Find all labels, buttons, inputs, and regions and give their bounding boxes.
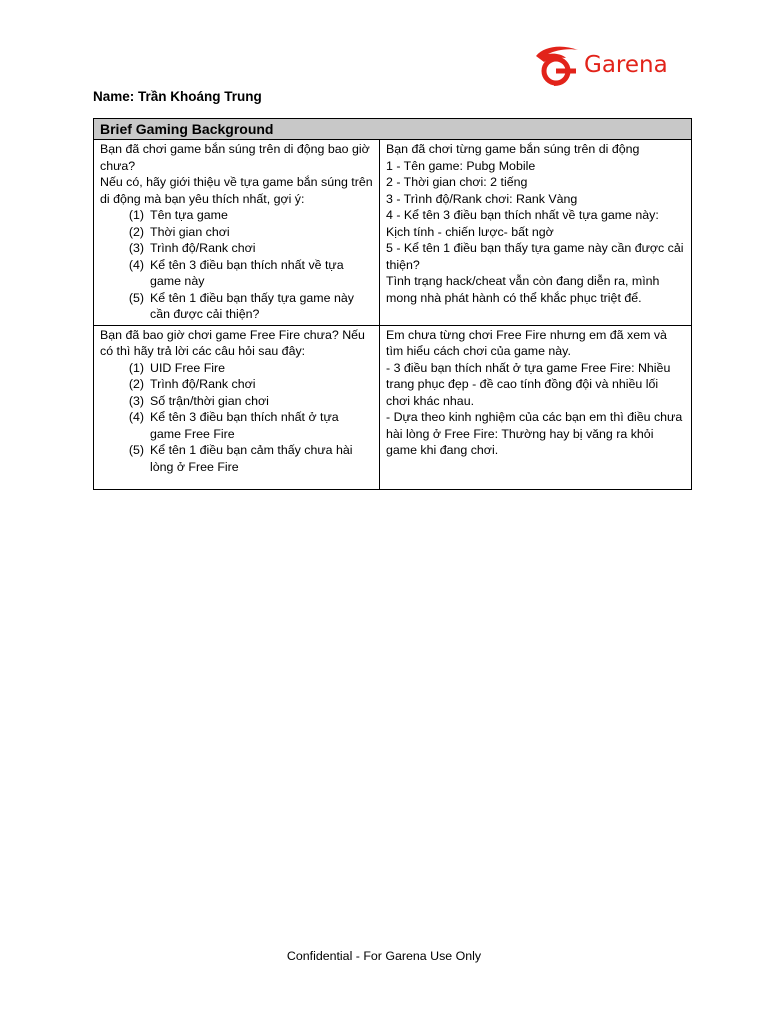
list-text: Tên tựa game: [150, 208, 228, 222]
answer-line: 5 - Kể tên 1 điều bạn thấy tựa game này cần được cải thiện?: [386, 241, 684, 272]
question-list: [100, 360, 373, 476]
answer-line: 3 - Trình độ/Rank chơi: Rank Vàng: [386, 191, 578, 206]
list-number: (1): [128, 360, 144, 375]
list-number: (5): [128, 443, 144, 457]
list-text: Kể tên 1 điều bạn thấy tựa game này cần được cải thiện?: [150, 290, 354, 321]
list-text: Số trận/thời gian chơi: [150, 393, 269, 408]
garena-dragon-logo-icon: [532, 44, 584, 86]
answer-line: Em chưa từng chơi Free Fire nhưng em đã xem và tìm hiểu cách chơi của game này.: [386, 327, 667, 358]
list-item: [100, 393, 373, 410]
list-item: [100, 224, 373, 241]
list-text: Kể tên 3 điều bạn thích nhất ở tựa game Free Fire: [150, 410, 339, 441]
list-text: Trình độ/Rank chơi: [150, 241, 256, 255]
list-item: [100, 257, 373, 290]
list-text: Kể tên 1 điều bạn cảm thấy chưa hài lòng ở Free Fire: [150, 443, 353, 474]
question-list: [100, 207, 373, 323]
answer-line: - Dựa theo kinh nghiệm của các bạn em thì điều chưa hài lòng ở Free Fire: Thường hay bị văng ra khỏi game khi đang chơi.: [386, 410, 683, 457]
list-item: [100, 376, 373, 393]
answer-line: 2 - Thời gian chơi: 2 tiếng: [386, 175, 528, 189]
question-cell-free-fire: [94, 325, 380, 489]
list-text: Trình độ/Rank chơi: [150, 377, 256, 391]
list-item: [100, 360, 373, 377]
answer-line: Bạn đã chơi từng game bắn súng trên di động: [386, 142, 640, 156]
list-text: Kể tên 3 điều bạn thích nhất về tựa game này: [150, 257, 344, 288]
answer-cell-mobile-shooter: [380, 140, 692, 326]
brand-name: Garena: [584, 52, 668, 78]
answer-line: 4 - Kể tên 3 điều bạn thích nhất về tựa game này: Kịch tính - chiến lược- bất ngờ: [386, 208, 659, 239]
list-number: (5): [128, 290, 144, 305]
answer-line: Tình trạng hack/cheat vẫn còn đang diễn ra, mình mong nhà phát hành có thể khắc phục triệt để.: [386, 274, 660, 305]
question-intro: Bạn đã chơi game bắn súng trên di động bao giờ chưa?: [100, 142, 370, 173]
list-item: [100, 409, 373, 442]
table-row: [94, 325, 692, 489]
list-item: [100, 442, 373, 475]
answer-cell-free-fire: [380, 325, 692, 489]
list-text: UID Free Fire: [150, 360, 226, 375]
list-item: [100, 240, 373, 257]
list-item: [100, 290, 373, 323]
table-row: [94, 140, 692, 326]
list-text: Thời gian chơi: [150, 224, 230, 239]
question-intro: Nếu có, hãy giới thiệu về tựa game bắn súng trên di động mà bạn yêu thích nhất, gợi ý:: [100, 175, 373, 206]
list-item: [100, 207, 373, 224]
list-number: (4): [128, 410, 144, 424]
question-intro: Bạn đã bao giờ chơi game Free Fire chưa? Nếu có thì hãy trả lời các câu hỏi sau đây:: [100, 327, 365, 358]
list-number: (1): [128, 208, 144, 222]
list-number: (2): [128, 224, 144, 239]
garena-logo: [532, 44, 672, 86]
answer-line: - 3 điều bạn thích nhất ở tựa game Free Fire: Nhiều trang phục đẹp - đề cao tính đồng đội và nhiều lối chơi khác nhau.: [386, 360, 671, 408]
question-cell-mobile-shooter: [94, 140, 380, 326]
list-number: (4): [128, 257, 144, 272]
confidential-footer: Confidential - For Garena Use Only: [286, 949, 482, 963]
list-number: (3): [128, 393, 144, 408]
table-title: Brief Gaming Background: [94, 119, 692, 140]
list-number: (3): [128, 241, 144, 255]
student-name: Name: Trần Khoáng Trung: [93, 89, 262, 104]
answer-line: 1 - Tên game: Pubg Mobile: [386, 158, 536, 173]
gaming-background-table: [93, 118, 692, 490]
list-number: (2): [128, 377, 144, 391]
